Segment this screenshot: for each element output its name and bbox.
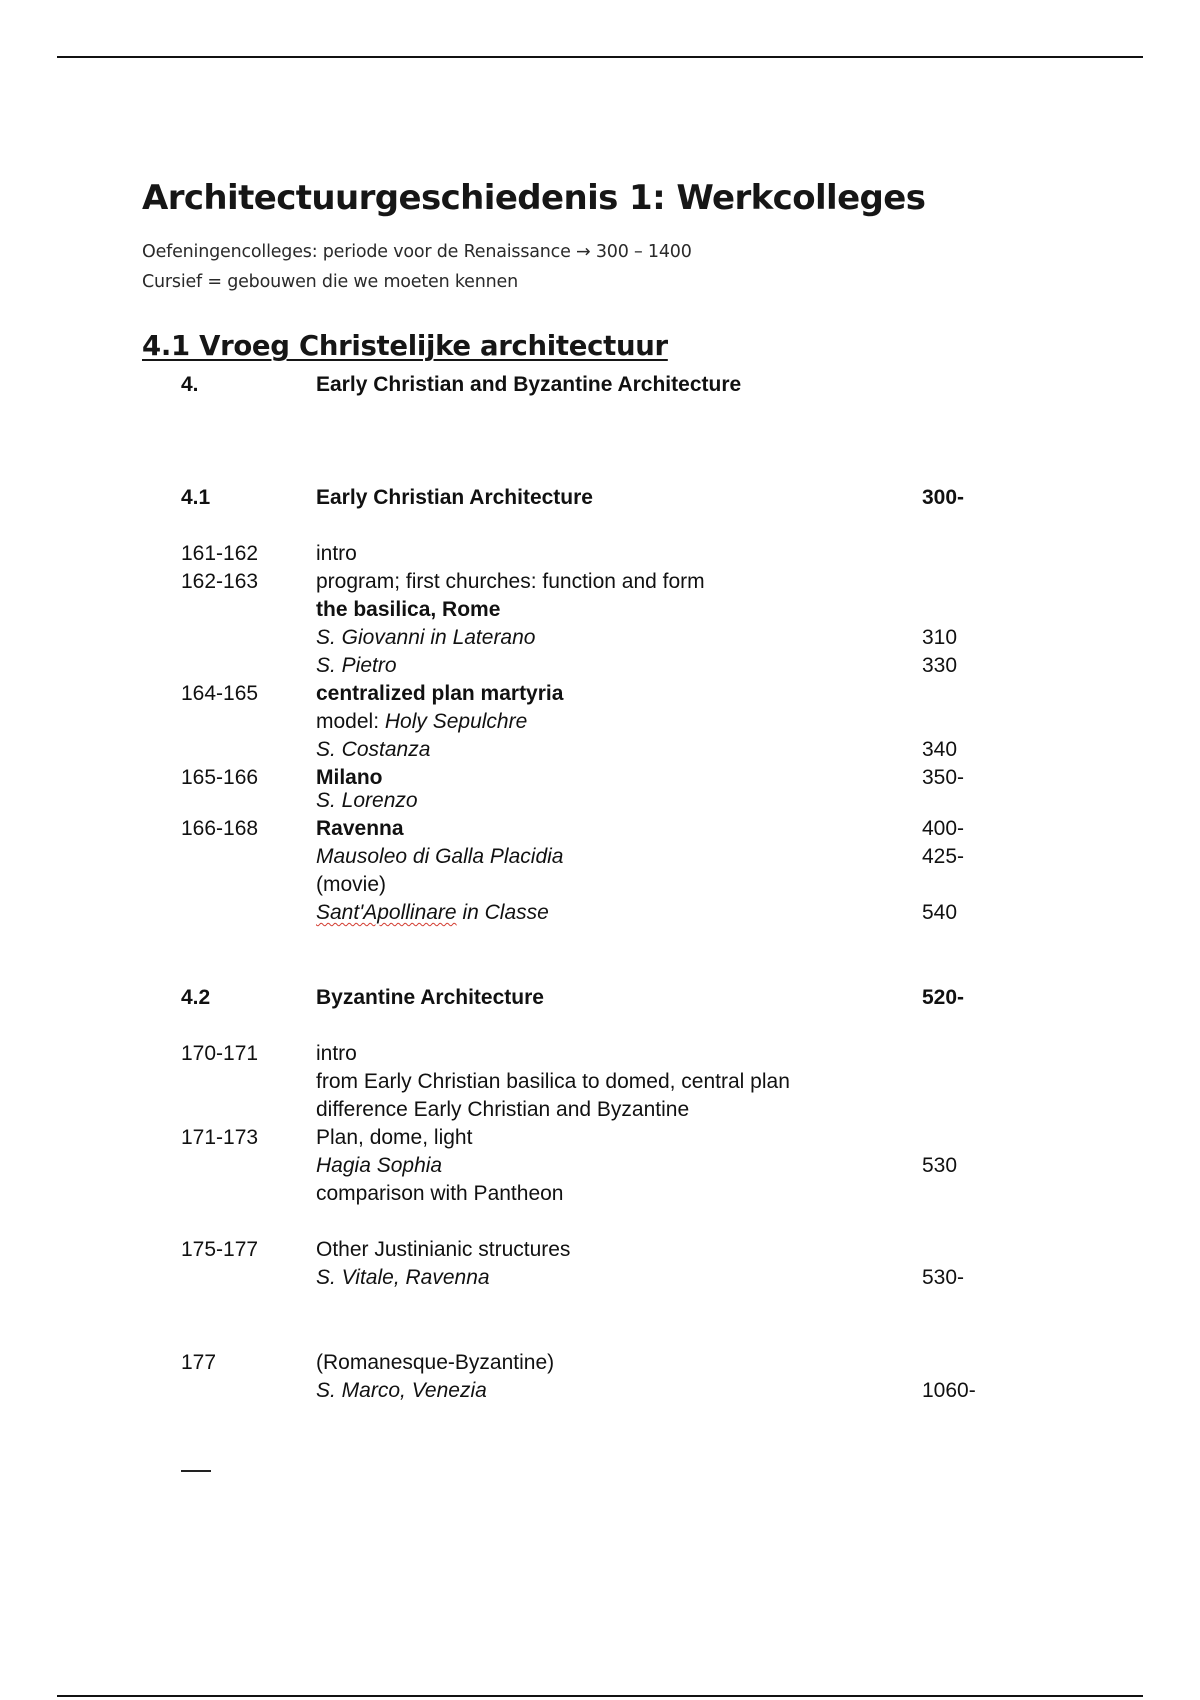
spellcheck-underlined-word: Sant'Apollinare <box>316 901 457 924</box>
building-name: S. Giovanni in Laterano <box>316 626 536 649</box>
chapter-number: 4. <box>181 373 199 396</box>
section-heading: 4.1 Vroeg Christelijke architectuur <box>142 330 668 362</box>
date: 350- <box>922 766 965 789</box>
topic: centralized plan martyria <box>316 682 564 705</box>
topic-prefix: model: <box>316 710 385 733</box>
building-name: Hagia Sophia <box>316 1154 443 1177</box>
topic <box>316 709 527 735</box>
table-row <box>0 1350 1200 1376</box>
table-row <box>0 1041 1200 1067</box>
table-row <box>0 569 1200 595</box>
date: 530 <box>922 1154 958 1177</box>
section-date: 300- <box>922 486 965 509</box>
date: 540 <box>922 901 958 924</box>
topic: (movie) <box>316 873 387 896</box>
topic: the basilica, Rome <box>316 598 501 621</box>
table-row <box>0 900 1200 926</box>
topic: from Early Christian basilica to domed, central plan <box>316 1070 790 1093</box>
table-row <box>0 872 1200 898</box>
topic: intro <box>316 1042 357 1065</box>
page-range: 164-165 <box>181 682 259 705</box>
topic: Plan, dome, light <box>316 1126 473 1149</box>
table-row <box>0 844 1200 870</box>
topic: (Romanesque-Byzantine) <box>316 1351 555 1374</box>
page-range: 170-171 <box>181 1042 259 1065</box>
topic: program; first churches: function and form <box>316 570 705 593</box>
document-title: Architectuurgeschiedenis 1: Werkcolleges <box>142 178 926 218</box>
building-name: S. Marco, Venezia <box>316 1379 487 1402</box>
table-row <box>0 1069 1200 1095</box>
topic: Other Justinianic structures <box>316 1238 571 1261</box>
bottom-rule <box>57 1695 1143 1697</box>
building-name: S. Costanza <box>316 738 431 761</box>
section-number: 4.2 <box>181 986 211 1009</box>
table-row <box>0 1237 1200 1263</box>
table-row <box>0 788 1200 814</box>
table-row <box>0 625 1200 651</box>
table-row <box>0 709 1200 735</box>
date: 340 <box>922 738 958 761</box>
chapter-row <box>0 372 1200 398</box>
page-range: 162-163 <box>181 570 259 593</box>
page-range: 171-173 <box>181 1126 259 1149</box>
table-row <box>0 816 1200 842</box>
table-row <box>0 1181 1200 1207</box>
topic: comparison with Pantheon <box>316 1182 564 1205</box>
building-name-rest: in Classe <box>456 901 549 924</box>
date: 425- <box>922 845 965 868</box>
topic: difference Early Christian and Byzantine <box>316 1098 690 1121</box>
date: 330 <box>922 654 958 677</box>
table-row <box>0 541 1200 567</box>
building-name: S. Lorenzo <box>316 789 418 812</box>
building-name: Mausoleo di Galla Placidia <box>316 845 564 868</box>
table-row <box>0 681 1200 707</box>
section-title: Byzantine Architecture <box>316 986 544 1009</box>
page-range: 175-177 <box>181 1238 259 1261</box>
table-row <box>0 1125 1200 1151</box>
table-row <box>0 1265 1200 1291</box>
building-name: S. Pietro <box>316 654 397 677</box>
table-row <box>0 1153 1200 1179</box>
page-range: 166-168 <box>181 817 259 840</box>
building-name: Holy Sepulchre <box>384 710 528 733</box>
topic: intro <box>316 542 357 565</box>
table-row <box>0 597 1200 623</box>
topic: Ravenna <box>316 817 404 840</box>
chapter-title: Early Christian and Byzantine Architecture <box>316 373 742 396</box>
subtitle-period: Oefeningencolleges: periode voor de Renaissance → 300 – 1400 <box>142 242 692 262</box>
page-range: 177 <box>181 1351 217 1374</box>
subtitle-legend: Cursief = gebouwen die we moeten kennen <box>142 272 518 292</box>
page-range: 161-162 <box>181 542 259 565</box>
building-name: S. Vitale, Ravenna <box>316 1266 490 1289</box>
date: 1060- <box>922 1379 976 1402</box>
table-row <box>0 737 1200 763</box>
building-name <box>316 900 549 926</box>
section-row-4-2 <box>0 985 1200 1011</box>
topic: Milano <box>316 766 383 789</box>
date: 530- <box>922 1266 965 1289</box>
short-divider <box>181 1470 211 1472</box>
section-date: 520- <box>922 986 965 1009</box>
date: 400- <box>922 817 965 840</box>
section-number: 4.1 <box>181 486 211 509</box>
table-row <box>0 1097 1200 1123</box>
section-title: Early Christian Architecture <box>316 486 593 509</box>
date: 310 <box>922 626 958 649</box>
page-range: 165-166 <box>181 766 259 789</box>
section-row-4-1 <box>0 485 1200 511</box>
table-row <box>0 653 1200 679</box>
table-row <box>0 1378 1200 1404</box>
